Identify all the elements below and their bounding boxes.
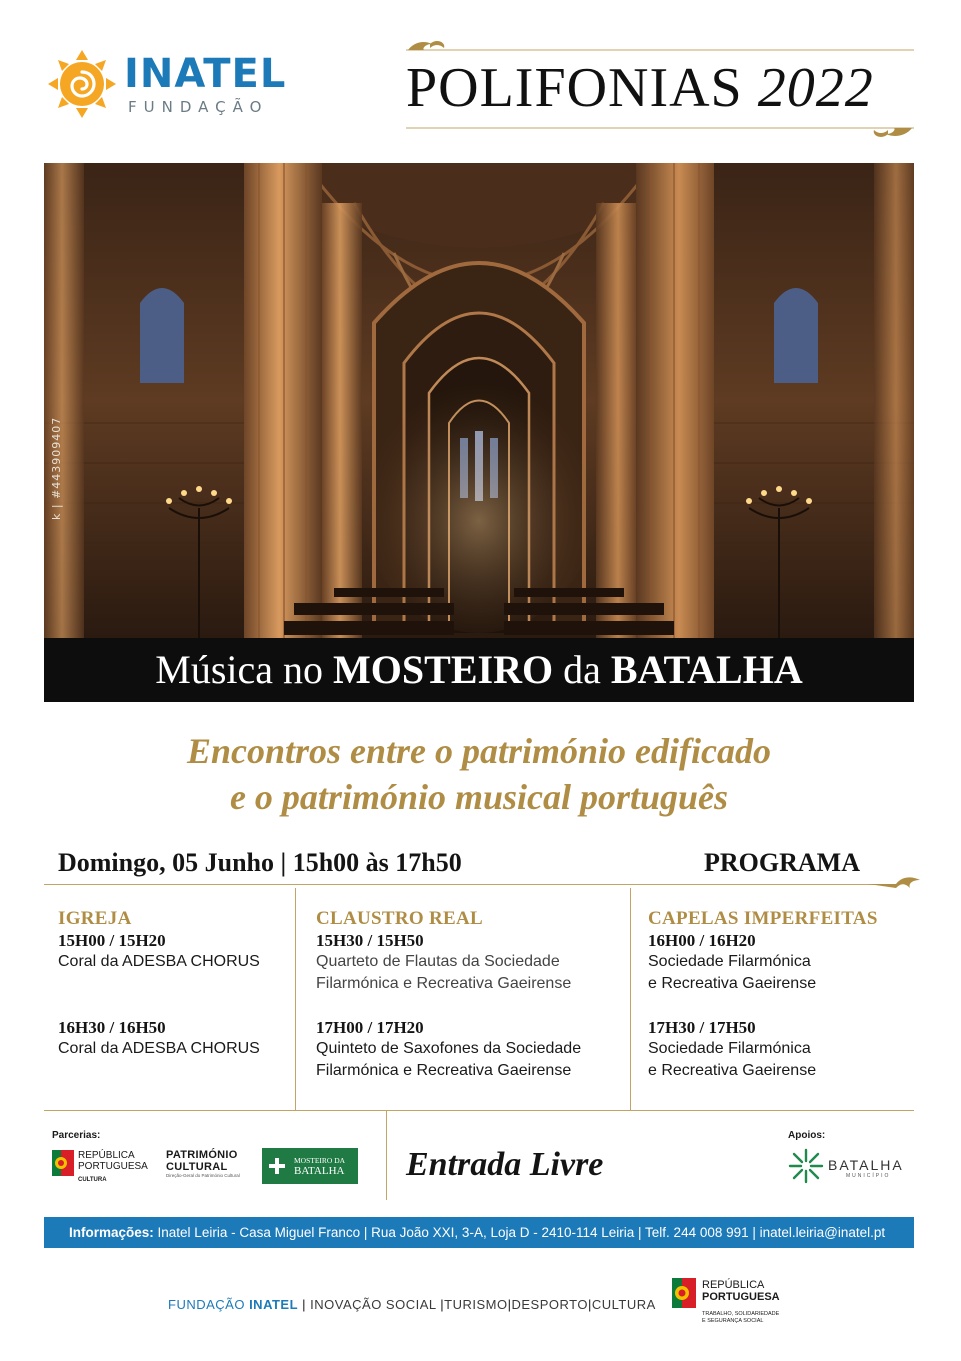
schedule-slot [648,1017,908,1082]
slot-performer-cont [58,973,288,995]
venue-name: CAPELAS IMPERFEITAS [648,908,878,929]
monastery-photo [44,163,914,638]
schedule-slot [58,930,288,995]
slot-time: 15H00 / 15H20 [58,931,166,950]
banner-part3: da [553,647,611,692]
patrim-line3: Direção-Geral do Património Cultural [166,1173,240,1178]
tagline-line2: e o património musical português [229,777,729,817]
title-main: POLIFONIAS [406,57,758,119]
title-year: 2022 [757,57,874,119]
rp2-line1: REPÚBLICA [702,1279,765,1291]
slot-performer-cont: Filarmónica e Recreativa Gaeirense [316,1062,572,1079]
rp-line3: CULTURA [78,1177,107,1183]
republica-cultura-logo [52,1150,152,1186]
page-title [406,57,916,119]
footer-divider [386,1110,387,1200]
inatel-areas: FUNDAÇÃO INATEL | INOVAÇÃO SOCIAL |TURISMO|DESPORTO|CULTURA [168,1297,656,1312]
patrim-line1: PATRIMÓNIO [166,1149,238,1161]
schedule-slot [316,930,626,995]
slot-performer: Coral da ADESBA CHORUS [58,1040,260,1057]
event-banner [44,638,914,702]
logo-wordmark: INATEL [124,51,287,97]
venue-name: IGREJA [58,908,132,929]
portugal-flag-icon [672,1278,696,1308]
info-label: Informações: [69,1225,154,1240]
tagline-line1: Encontros entre o património edificado [186,731,772,771]
slot-performer: Sociedade Filarmónica [648,953,811,970]
rp-line2: PORTUGUESA [78,1161,148,1172]
slot-time: 16H00 / 16H20 [648,931,756,950]
column-divider-1 [295,888,296,1110]
slot-performer: Quarteto de Flautas da Sociedade [316,953,560,970]
rp2-line2: PORTUGUESA [702,1291,780,1303]
schedule-rule [44,884,892,885]
slot-time: 17H00 / 17H20 [316,1018,424,1037]
photo-credit: k | #443909407 [50,416,63,520]
venue-column-capelas [648,908,908,1104]
banner-part2: MOSTEIRO [333,647,554,692]
slot-time: 17H30 / 17H50 [648,1018,756,1037]
footer-rule [44,1110,914,1111]
schedule-slot [58,1017,288,1060]
slot-performer-cont: Filarmónica e Recreativa Gaeirense [316,975,572,992]
slot-performer-cont: e Recreativa Gaeirense [648,1062,817,1079]
inatel-logo [44,46,287,122]
rp-line1: REPÚBLICA [78,1150,135,1161]
venue-name: CLAUSTRO REAL [316,908,484,929]
area-item: DESPORTO [511,1297,588,1312]
patrim-line2: CULTURAL [166,1161,228,1173]
venue-column-igreja [58,908,288,1082]
rp2-line3: TRABALHO, SOLIDARIEDADE [702,1311,780,1317]
area-item: TURISMO [444,1297,508,1312]
banner-part4: BATALHA [610,647,803,692]
slot-performer: Sociedade Filarmónica [648,1040,811,1057]
title-block [400,40,920,140]
logo-subtitle: FUNDAÇÃO [128,98,269,116]
municipio-text: MUNICÍPIO [846,1173,891,1179]
mosteiro-line1: MOSTEIRO DA [294,1156,346,1165]
portugal-flag-icon [52,1150,74,1176]
event-date: Domingo, 05 Junho | 15h00 às 17h50 [58,848,462,877]
inatel-sun-icon [44,46,120,122]
mosteiro-batalha-logo [262,1148,358,1184]
rp2-line4: E SEGURANÇA SOCIAL [702,1318,764,1324]
republica-trabalho-logo [672,1278,802,1328]
slot-performer: Coral da ADESBA CHORUS [58,953,260,970]
free-entry: Entrada Livre [406,1146,604,1183]
monastery-illustration [44,163,914,638]
mosteiro-line2: BATALHA [294,1165,345,1177]
bottom-fundacao: FUNDAÇÃO [168,1297,250,1312]
slot-performer-cont: e Recreativa Gaeirense [648,975,817,992]
rule-flourish [866,874,922,896]
info-bar [44,1217,914,1248]
venue-column-claustro [316,908,626,1104]
support-label: Apoios: [788,1130,826,1141]
area-item: CULTURA [591,1297,656,1312]
programa-heading: PROGRAMA [704,848,860,877]
bottom-inatel: INATEL [249,1297,299,1312]
slot-time: 16H30 / 16H50 [58,1018,166,1037]
batalha-municipio-logo [788,1148,913,1184]
slot-time: 15H30 / 15H50 [316,931,424,950]
batalha-star-icon [788,1148,824,1184]
batalha-text: BATALHA [828,1157,904,1173]
schedule-slot [316,1017,626,1082]
tagline [44,728,914,820]
cross-icon [268,1157,286,1175]
slot-performer: Quinteto de Saxofones da Sociedade [316,1040,582,1057]
area-item: INOVAÇÃO SOCIAL [310,1297,437,1312]
column-divider-2 [630,888,631,1110]
patrimonio-cultural-logo [166,1150,256,1180]
schedule-slot [648,930,908,995]
partners-label: Parcerias: [52,1130,101,1141]
info-text: Inatel Leiria - Casa Miguel Franco | Rua João XXI, 3-A, Loja D - 2410-114 Leiria | Telf. 244 008 991 | inatel.leiria@inatel.pt [153,1225,886,1240]
banner-part1: Música no [155,647,334,692]
